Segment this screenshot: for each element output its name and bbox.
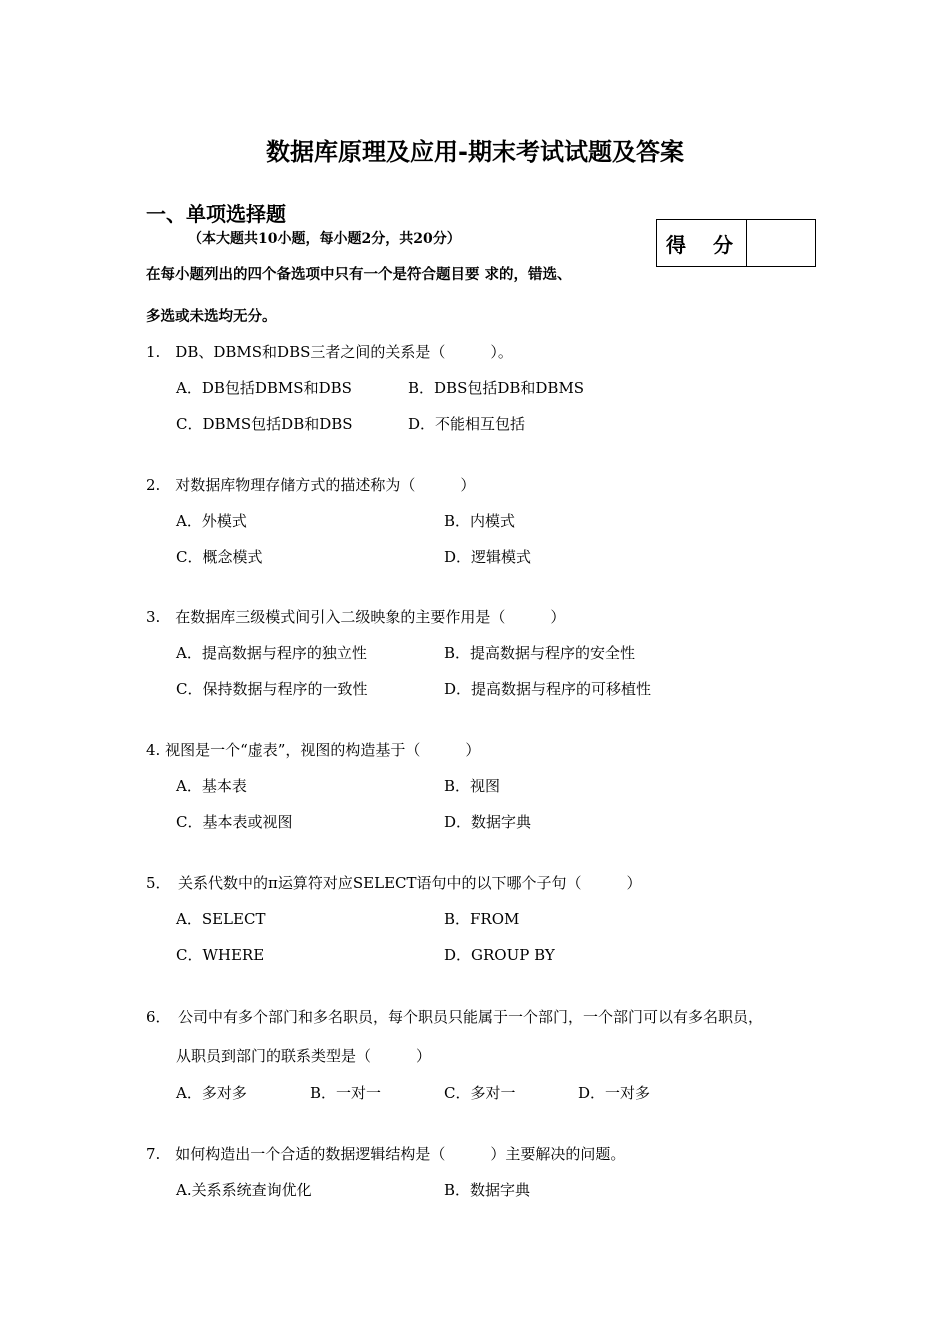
question-2-stem: 2. 对数据库物理存储方式的描述称为（ ） [146, 476, 476, 494]
question-4-option-c: C．基本表或视图 [176, 813, 293, 831]
question-7-option-a: A.关系系统查询优化 [176, 1181, 312, 1199]
score-box [656, 219, 816, 267]
score-label: 得 分 [657, 220, 747, 266]
question-6-stem: 6． 公司中有多个部门和多名职员，每个职员只能属于一个部门，一个部门可以有多名职员， [146, 1008, 764, 1026]
question-4-option-b: B．视图 [444, 777, 501, 795]
question-1-stem: 1. DB、DBMS和DBS三者之间的关系是（ ）。 [146, 343, 513, 361]
question-6-option-c: C．多对一 [444, 1084, 516, 1102]
question-5-option-d: D．GROUP BY [444, 946, 555, 964]
question-5-option-c: C．WHERE [176, 946, 265, 964]
question-4-option-a: A．基本表 [176, 777, 247, 795]
section-note: （本大题共10小题，每小题2分，共20分） [188, 231, 461, 247]
question-3-option-a: A．提高数据与程序的独立性 [176, 644, 367, 662]
question-1-option-c: C．DBMS包括DB和DBS [176, 415, 353, 433]
question-5-option-a: A．SELECT [176, 910, 266, 928]
question-5-stem: 5． 关系代数中的π运算符对应SELECT语句中的以下哪个子句（ ） [146, 874, 642, 892]
instruction-line-2: 多选或未选均无分。 [146, 308, 277, 325]
question-7-stem: 7. 如何构造出一个合适的数据逻辑结构是（ ）主要解决的问题。 [146, 1145, 626, 1163]
question-6-stem-line2: 从职员到部门的联系类型是（ ） [176, 1047, 432, 1065]
question-6-option-b: B．一对一 [310, 1084, 382, 1102]
question-3-option-c: C．保持数据与程序的一致性 [176, 680, 368, 698]
score-value [747, 220, 815, 266]
question-1-option-a: A．DB包括DBMS和DBS [176, 379, 352, 397]
question-1-option-b: B．DBS包括DB和DBMS [408, 379, 585, 397]
question-7-option-b: B．数据字典 [444, 1181, 531, 1199]
question-3-stem: 3. 在数据库三级模式间引入二级映象的主要作用是（ ） [146, 608, 566, 626]
question-2-option-b: B．内模式 [444, 512, 516, 530]
question-2-option-c: C．概念模式 [176, 548, 263, 566]
question-6-option-a: A．多对多 [176, 1084, 247, 1102]
question-4-option-d: D．数据字典 [444, 813, 532, 831]
question-2-option-a: A．外模式 [176, 512, 247, 530]
instruction-line-1: 在每小题列出的四个备选项中只有一个是符合题目要 求的，错选、 [146, 266, 572, 283]
question-5-option-b: B．FROM [444, 910, 520, 928]
section-heading: 一、单项选择题 [146, 202, 286, 226]
question-2-option-d: D．逻辑模式 [444, 548, 532, 566]
question-3-option-d: D．提高数据与程序的可移植性 [444, 680, 652, 698]
question-4-stem: 4. 视图是一个“虚表”，视图的构造基于（ ） [146, 741, 481, 759]
page-title: 数据库原理及应用-期末考试试题及答案 [266, 138, 684, 166]
question-6-option-d: D．一对多 [578, 1084, 651, 1102]
question-1-option-d: D．不能相互包括 [408, 415, 526, 433]
question-3-option-b: B．提高数据与程序的安全性 [444, 644, 636, 662]
